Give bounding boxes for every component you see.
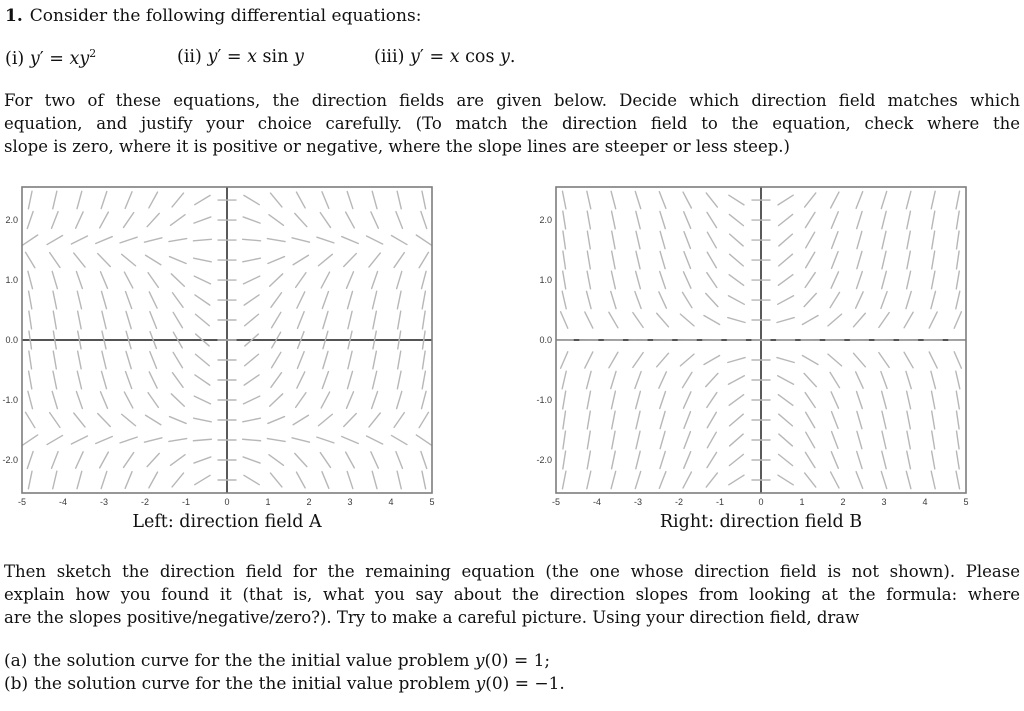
field-B-x-tick-label: 1 [799,497,805,507]
paragraph-line: Then sketch the direction field for the remaining equation (the one whose direction field is not shown). Please [4,562,1020,581]
field-B-y-tick-label: 2.0 [539,215,552,225]
field-B-x-tick-label: 5 [963,497,969,507]
equation-ii-label: (ii) [177,47,202,67]
field-A-y-tick-label: 1.0 [5,275,18,285]
field-A-x-tick-label: -4 [58,497,68,507]
field-B-x-tick-label: -5 [551,497,561,507]
paragraph-line: equation, and justify your choice carefully. (To match the direction field to the equation, check where the [4,114,1020,133]
equation-iii [374,47,515,67]
item-b [4,674,565,694]
equation-row [0,47,1024,73]
item-b-text: the solution curve for the the initial value problem [34,674,476,694]
direction-field-B-caption: Right: direction field B [659,512,863,532]
equation-i [5,47,96,69]
field-A-x-tick-label: 5 [429,497,435,507]
problem-title-text: Consider the following differential equations: [29,6,422,26]
field-A-x-tick-label: -2 [140,497,150,507]
field-B-y-tick-label: 0.0 [539,335,552,345]
equation-ii [177,47,304,67]
item-b-label: (b) [4,674,29,694]
field-B-x-tick-label: -4 [592,497,602,507]
field-B-x-tick-label: -3 [633,497,643,507]
field-A-canvas [1,185,453,507]
equation-iii-math: y′ = x cos y. [410,47,516,67]
problem-title [5,6,421,26]
item-a-label: (a) [4,651,28,671]
direction-field-A-figure [1,185,453,532]
field-A-y-tick-label: -2.0 [2,455,18,465]
equation-iii-label: (iii) [374,47,405,67]
direction-field-A-caption: Left: direction field A [132,512,322,532]
field-A-x-tick-label: 2 [306,497,312,507]
equation-i-label: (i) [5,48,25,69]
paragraph-line: are the slopes positive/negative/zero?). Try to make a careful picture. Using your direction field, draw [4,608,860,627]
item-a-math: y(0) = 1; [474,651,551,671]
direction-field-A-plot [1,185,453,507]
field-A-x-tick-label: -3 [99,497,109,507]
field-B-x-tick-label: 4 [922,497,928,507]
item-b-math: y(0) = −1. [475,674,565,694]
field-B-canvas [535,185,987,507]
field-A-x-tick-label: 4 [388,497,394,507]
paragraph-line: slope is zero, where it is positive or negative, where the slope lines are steeper or less steep.) [4,137,790,156]
field-A-y-tick-label: 2.0 [5,215,18,225]
field-B-y-tick-label: -2.0 [536,455,552,465]
field-B-y-tick-label: -1.0 [536,395,552,405]
field-A-y-tick-label: -1.0 [2,395,18,405]
field-A-x-tick-label: 3 [347,497,353,507]
equation-i-math: $y' = xy^2$ [29,47,97,69]
field-A-x-tick-label: 1 [265,497,271,507]
item-a [4,651,550,671]
field-B-x-tick-label: -2 [674,497,684,507]
intro-paragraph [4,89,1020,158]
field-A-y-tick-label: 0.0 [5,335,18,345]
field-B-x-tick-label: 0 [758,497,764,507]
item-a-text: the solution curve for the the initial value problem [33,651,475,671]
paragraph-line: explain how you found it (that is, what you say about the direction slopes from looking at the formula: where [4,585,1020,604]
direction-field-B-figure [535,185,987,532]
field-B-x-tick-label: 3 [881,497,887,507]
field-A-x-tick-label: -5 [17,497,27,507]
field-B-x-tick-label: 2 [840,497,846,507]
field-B-y-tick-label: 1.0 [539,275,552,285]
paragraph-line: For two of these equations, the direction fields are given below. Decide which direction field matches which [4,91,1020,110]
direction-field-B-plot [535,185,987,507]
field-A-x-tick-label: 0 [224,497,230,507]
field-A-x-tick-label: -1 [181,497,191,507]
problem-number: 1. [5,6,23,26]
equation-ii-math: y′ = x sin y [207,47,304,67]
sketch-paragraph [4,560,1020,629]
field-B-x-tick-label: -1 [715,497,725,507]
